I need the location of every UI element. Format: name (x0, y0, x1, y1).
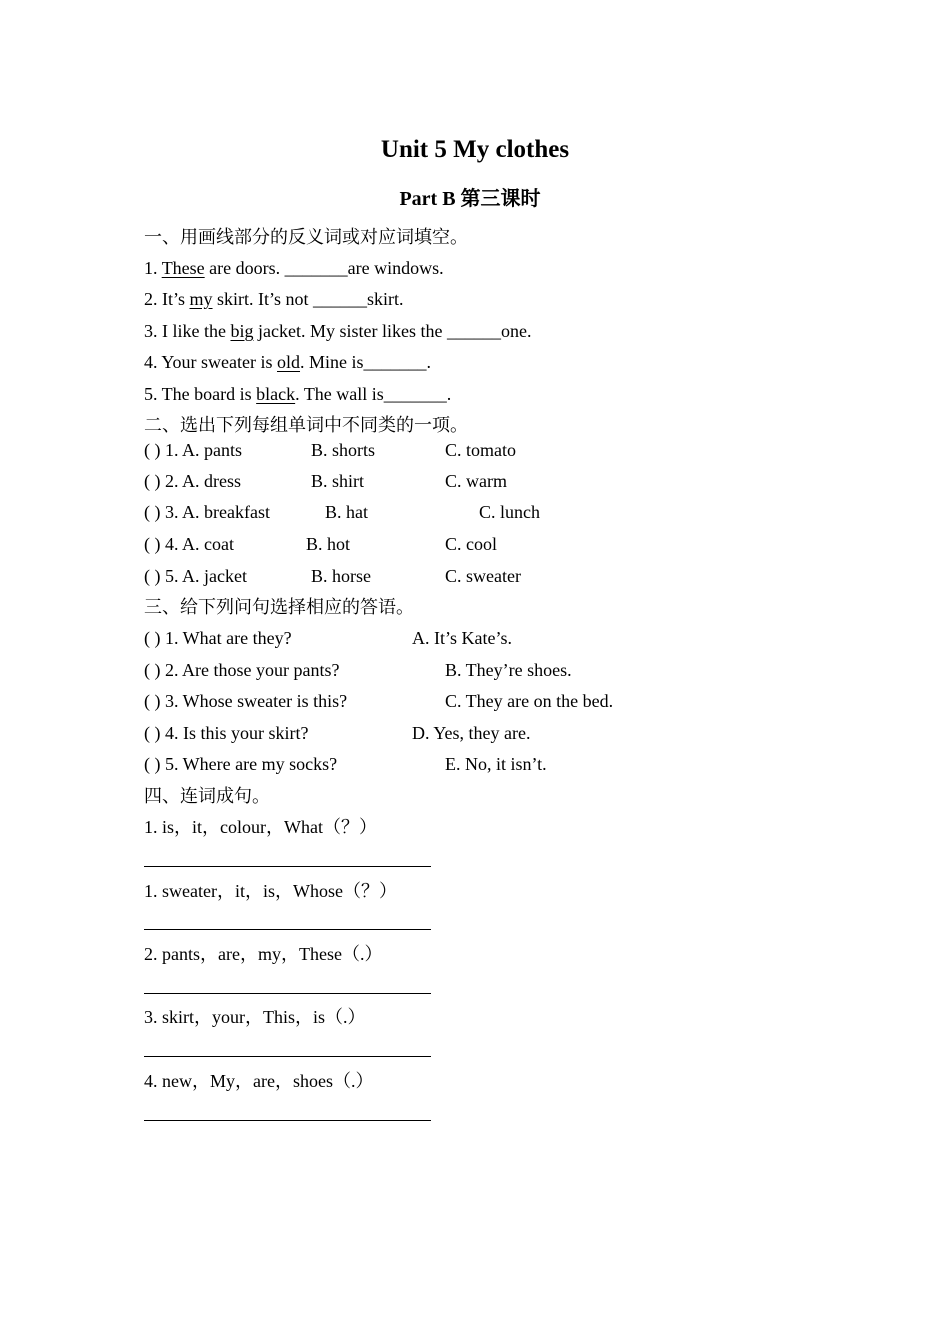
section2-item-5-q: ( ) 5. A. jacket (144, 566, 247, 586)
section3-item-5-a: E. No, it isn’t. (445, 754, 547, 774)
section1-item-5: 5. The board is black. The wall is_______. (144, 384, 452, 404)
section1-item-2: 2. It’s my skirt. It’s not ______skirt. (144, 289, 404, 309)
answer-line (144, 993, 431, 994)
answer-line (144, 866, 431, 867)
section2-item-4-c: C. cool (445, 534, 497, 554)
section1-item-3: 3. I like the big jacket. My sister likes the ______one. (144, 321, 532, 341)
section2-item-3-b: B. hat (325, 502, 368, 522)
section2-item-1-b: B. shorts (311, 440, 376, 460)
section3-item-2-a: B. They’re shoes. (445, 660, 572, 680)
section3-item-1-a: A. It’s Kate’s. (412, 628, 512, 648)
answer-line (144, 1120, 431, 1121)
section4-item-1: 1. is，it，colour，What（？） (144, 817, 377, 837)
section2-item-2-q: ( ) 2. A. dress (144, 471, 241, 491)
section4-item-3: 2. pants，are，my，These（.） (144, 944, 383, 964)
section4-item-4: 3. skirt，your，This，is（.） (144, 1007, 366, 1027)
section1-heading: 一、用画线部分的反义词或对应词填空。 (144, 227, 468, 247)
section1-item-1: 1. These are doors. _______are windows. (144, 258, 444, 278)
section3-heading: 三、给下列问句选择相应的答语。 (144, 597, 414, 617)
section4-heading: 四、连词成句。 (144, 786, 270, 806)
section3-item-4-q: ( ) 4. Is this your skirt? (144, 723, 309, 743)
page-title: Unit 5 My clothes (380, 136, 570, 163)
section2-item-1-c: C. tomato (445, 440, 516, 460)
section1-item-4: 4. Your sweater is old. Mine is_______. (144, 352, 432, 372)
section2-item-2-b: B. shirt (311, 471, 365, 491)
section2-item-3-q: ( ) 3. A. breakfast (144, 502, 270, 522)
section2-item-2-c: C. warm (445, 471, 507, 491)
section4-item-5: 4. new，My，are，shoes（.） (144, 1071, 374, 1091)
page-subtitle: Part B 第三课时 (399, 188, 541, 210)
section3-item-1-q: ( ) 1. What are they? (144, 628, 292, 648)
section3-item-5-q: ( ) 5. Where are my socks? (144, 754, 338, 774)
section2-heading: 二、选出下列每组单词中不同类的一项。 (144, 415, 468, 435)
section2-item-3-c: C. lunch (479, 502, 540, 522)
section4-item-2: 1. sweater，it，is，Whose（？） (144, 881, 397, 901)
section2-item-5-b: B. horse (311, 566, 371, 586)
section3-item-2-q: ( ) 2. Are those your pants? (144, 660, 340, 680)
section3-item-3-a: C. They are on the bed. (445, 691, 614, 711)
section2-item-1-q: ( ) 1. A. pants (144, 440, 242, 460)
section2-item-4-b: B. hot (306, 534, 351, 554)
answer-line (144, 1056, 431, 1057)
section2-item-4-q: ( ) 4. A. coat (144, 534, 234, 554)
section3-item-4-a: D. Yes, they are. (412, 723, 531, 743)
section3-item-3-q: ( ) 3. Whose sweater is this? (144, 691, 348, 711)
section2-item-5-c: C. sweater (445, 566, 521, 586)
answer-line (144, 929, 431, 930)
